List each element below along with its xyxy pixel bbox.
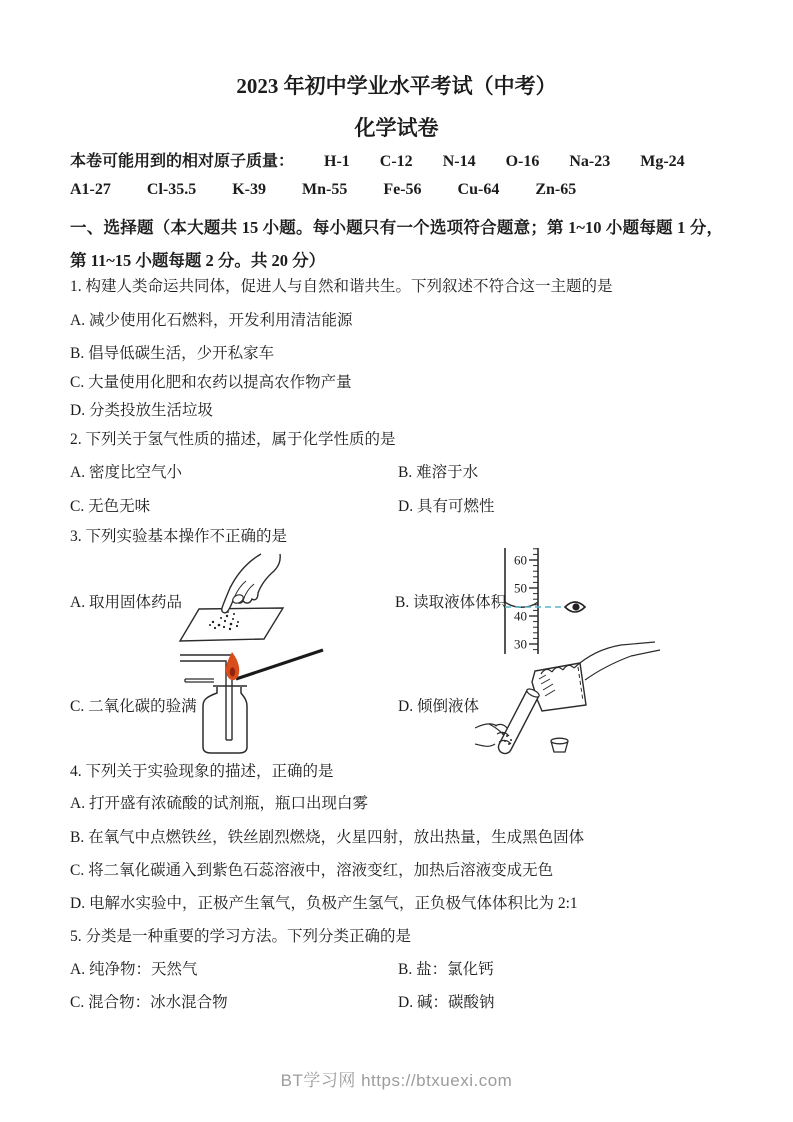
atomic-mass-item: Cu-64 [457,181,500,198]
question-3-option-b: B. 读取液体体积 [395,594,507,611]
hand-dropping-solid [222,554,280,613]
question-4-text: 4. 下列关于实验现象的描述，正确的是 [70,763,334,780]
question-3-text: 3. 下列实验基本操作不正确的是 [70,528,288,545]
question-2-option-a: A. 密度比空气小 [70,464,182,481]
atomic-mass-item: Mn-55 [302,181,348,198]
question-5-option-d: D. 碱：碳酸钠 [398,994,495,1011]
diagram-pouring-liquid [475,640,675,765]
question-4-option-c: C. 将二氧化碳通入到紫色石蕊溶液中，溶液变红，加热后溶液变成无色 [70,862,554,879]
question-1-option-b: B. 倡导低碳生活，少开私家车 [70,345,275,362]
atomic-mass-item: N-14 [442,153,476,170]
atomic-masses-row-1 [70,148,685,171]
question-1-option-a: A. 减少使用化石燃料，开发利用清洁能源 [70,312,353,329]
question-2-option-d: D. 具有可燃性 [398,498,495,515]
reagent-bottle [532,663,586,711]
question-5-option-a: A. 纯净物：天然气 [70,961,198,978]
gas-delivery-tube [180,655,232,740]
atomic-mass-item: A1-27 [70,181,111,198]
gas-bottle [203,686,247,753]
atomic-mass-item: Mg-24 [640,153,685,170]
major-ticks [529,560,538,644]
atomic-mass-item: O-16 [505,153,540,170]
diagram-co2-full-test [180,648,330,760]
question-1-text: 1. 构建人类命运共同体，促进人与自然和谐共生。下列叙述不符合这一主题的是 [70,278,613,295]
scale-label-30: 30 [514,636,527,652]
atomic-masses-row-2 [70,181,576,199]
question-3-option-a: A. 取用固体药品 [70,594,182,611]
atomic-masses-intro: 本卷可能用到的相对原子质量： [70,153,295,170]
footer-watermark: BT学习网 https://btxuexi.com [280,1071,513,1090]
atomic-mass-item: Na-23 [569,153,611,170]
atomic-mass-item: Fe-56 [383,181,422,198]
atomic-mass-item: Cl-35.5 [146,181,197,198]
burning-splint [236,650,323,679]
question-5-option-b: B. 盐：氯化钙 [398,961,494,978]
question-5-text: 5. 分类是一种重要的学习方法。下列分类正确的是 [70,928,412,945]
scale-label-60: 60 [514,552,527,568]
question-4-option-a: A. 打开盛有浓硫酸的试剂瓶，瓶口出现白雾 [70,795,368,812]
atomic-mass-item: K-39 [232,181,266,198]
question-2-option-b: B. 难溶于水 [398,464,479,481]
question-4-option-d: D. 电解水实验中，正极产生氧气，负极产生氢气，正负极气体体积比为 2:1 [70,895,578,912]
atomic-mass-item: H-1 [324,153,350,170]
scale-label-40: 40 [514,608,527,624]
atomic-mass-item: C-12 [379,153,413,170]
page-subtitle: 化学试卷 [354,116,439,140]
question-1-option-d: D. 分类投放生活垃圾 [70,402,213,419]
question-1-option-c: C. 大量使用化肥和农药以提高农作物产量 [70,374,352,391]
question-2-option-c: C. 无色无味 [70,498,151,515]
question-5-option-c: C. 混合物：冰水混合物 [70,994,228,1011]
flame-icon [226,652,239,680]
question-3-option-d: D. 倾倒液体 [398,698,479,715]
question-3-option-c: C. 二氧化碳的验满 [70,698,197,715]
section-1-heading: 一、选择题（本大题共 15 小题。每小题只有一个选项符合题意；第 1~10 小题每题 1 分，第 11~15 小题每题 2 分。共 20 分） [70,218,723,270]
glass-plate [185,679,214,682]
diagram-taking-solid [175,552,340,652]
test-tube [498,687,540,753]
atomic-mass-item: Zn-65 [535,181,577,198]
eye-icon [565,602,585,612]
question-4-option-b: B. 在氧气中点燃铁丝，铁丝剧烈燃烧，火星四射，放出热量，生成黑色固体 [70,829,585,846]
question-2-text: 2. 下列关于氢气性质的描述，属于化学性质的是 [70,431,396,448]
bottle-stopper [551,738,568,752]
scale-label-50: 50 [514,580,527,596]
page-title: 2023 年初中学业水平考试（中考） [236,74,557,98]
